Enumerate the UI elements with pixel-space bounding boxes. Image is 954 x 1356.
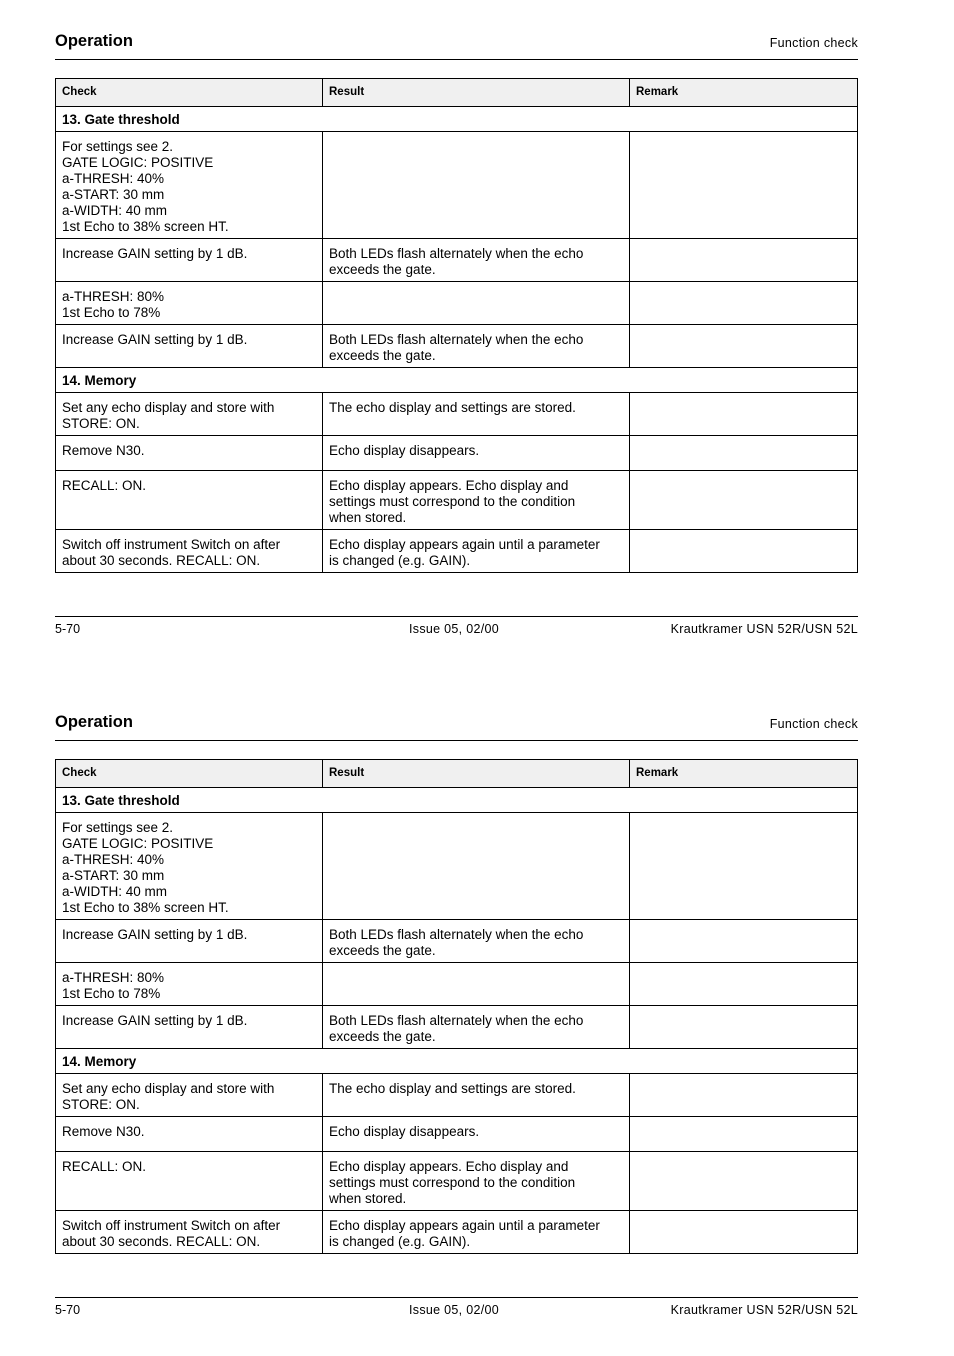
- result-cell: The echo display and settings are stored.: [323, 393, 630, 436]
- column-header-remark: Remark: [630, 760, 858, 788]
- check-cell: a-THRESH: 80% 1st Echo to 78%: [56, 963, 323, 1006]
- remark-cell: [630, 813, 858, 920]
- table-row: [56, 1117, 858, 1152]
- page-number: 5-70: [55, 1303, 81, 1317]
- column-header-check: Check: [56, 760, 323, 788]
- remark-cell: [630, 1006, 858, 1049]
- result-cell: Both LEDs flash alternately when the echo exceeds the gate.: [323, 239, 630, 282]
- remark-cell: [630, 1074, 858, 1117]
- result-cell: Echo display appears again until a parameter is changed (e.g. GAIN).: [323, 530, 630, 573]
- section-row: [56, 1049, 858, 1074]
- table-header-row: [56, 760, 858, 788]
- remark-cell: [630, 239, 858, 282]
- result-cell: Echo display appears. Echo display and settings must correspond to the condition when stored.: [323, 1152, 630, 1211]
- table-row: [56, 1074, 858, 1117]
- check-cell: Switch off instrument Switch on after about 30 seconds. RECALL: ON.: [56, 530, 323, 573]
- remark-cell: [630, 1211, 858, 1254]
- section-title: Function check: [769, 36, 858, 50]
- column-header-remark: Remark: [630, 79, 858, 107]
- check-cell: Increase GAIN setting by 1 dB.: [56, 920, 323, 963]
- function-check-table: [55, 78, 858, 573]
- table-row: [56, 1211, 858, 1254]
- result-cell: [323, 282, 630, 325]
- header-divider: [55, 59, 858, 60]
- product-label: Krautkramer USN 52R/USN 52L: [670, 622, 858, 636]
- remark-cell: [630, 963, 858, 1006]
- remark-cell: [630, 325, 858, 368]
- issue-label: Issue 05, 02/00: [409, 622, 499, 636]
- check-cell: Increase GAIN setting by 1 dB.: [56, 239, 323, 282]
- result-cell: Echo display appears. Echo display and settings must correspond to the condition when stored.: [323, 471, 630, 530]
- column-header-result: Result: [323, 79, 630, 107]
- section-row: [56, 107, 858, 132]
- page-number: 5-70: [55, 622, 81, 636]
- table-row: [56, 813, 858, 920]
- section-heading: 14. Memory: [56, 368, 858, 393]
- product-label: Krautkramer USN 52R/USN 52L: [670, 1303, 858, 1317]
- footer-divider: [55, 1297, 858, 1298]
- table-row: [56, 1152, 858, 1211]
- table-header-row: [56, 79, 858, 107]
- footer-divider: [55, 616, 858, 617]
- remark-cell: [630, 471, 858, 530]
- remark-cell: [630, 282, 858, 325]
- remark-cell: [630, 1152, 858, 1211]
- check-cell: Remove N30.: [56, 1117, 323, 1152]
- remark-cell: [630, 393, 858, 436]
- check-cell: Switch off instrument Switch on after about 30 seconds. RECALL: ON.: [56, 1211, 323, 1254]
- table-row: [56, 920, 858, 963]
- check-cell: RECALL: ON.: [56, 1152, 323, 1211]
- table-row: [56, 963, 858, 1006]
- result-cell: Both LEDs flash alternately when the echo exceeds the gate.: [323, 920, 630, 963]
- issue-label: Issue 05, 02/00: [409, 1303, 499, 1317]
- check-cell: Increase GAIN setting by 1 dB.: [56, 325, 323, 368]
- document-page: [0, 681, 954, 1356]
- check-cell: a-THRESH: 80% 1st Echo to 78%: [56, 282, 323, 325]
- section-heading: 13. Gate threshold: [56, 107, 858, 132]
- table-row: [56, 1006, 858, 1049]
- result-cell: Echo display appears again until a parameter is changed (e.g. GAIN).: [323, 1211, 630, 1254]
- section-row: [56, 368, 858, 393]
- check-cell: Remove N30.: [56, 436, 323, 471]
- column-header-result: Result: [323, 760, 630, 788]
- check-cell: RECALL: ON.: [56, 471, 323, 530]
- section-heading: 13. Gate threshold: [56, 788, 858, 813]
- header-divider: [55, 740, 858, 741]
- check-cell: For settings see 2. GATE LOGIC: POSITIVE a-THRESH: 40% a-START: 30 mm a-WIDTH: 40 mm 1st Echo to 38% screen HT.: [56, 813, 323, 920]
- remark-cell: [630, 132, 858, 239]
- function-check-table: [55, 759, 858, 1254]
- table-row: [56, 239, 858, 282]
- result-cell: The echo display and settings are stored.: [323, 1074, 630, 1117]
- result-cell: [323, 132, 630, 239]
- remark-cell: [630, 436, 858, 471]
- check-cell: Increase GAIN setting by 1 dB.: [56, 1006, 323, 1049]
- result-cell: Echo display disappears.: [323, 1117, 630, 1152]
- table-row: [56, 436, 858, 471]
- result-cell: [323, 963, 630, 1006]
- table-row: [56, 325, 858, 368]
- remark-cell: [630, 530, 858, 573]
- table-row: [56, 282, 858, 325]
- table-row: [56, 132, 858, 239]
- section-title: Function check: [769, 717, 858, 731]
- page-title: Operation: [55, 32, 133, 50]
- remark-cell: [630, 920, 858, 963]
- remark-cell: [630, 1117, 858, 1152]
- check-cell: Set any echo display and store with STORE: ON.: [56, 393, 323, 436]
- result-cell: Both LEDs flash alternately when the echo exceeds the gate.: [323, 325, 630, 368]
- section-heading: 14. Memory: [56, 1049, 858, 1074]
- table-row: [56, 393, 858, 436]
- section-row: [56, 788, 858, 813]
- check-cell: For settings see 2. GATE LOGIC: POSITIVE a-THRESH: 40% a-START: 30 mm a-WIDTH: 40 mm 1st Echo to 38% screen HT.: [56, 132, 323, 239]
- check-cell: Set any echo display and store with STORE: ON.: [56, 1074, 323, 1117]
- table-row: [56, 471, 858, 530]
- table-row: [56, 530, 858, 573]
- result-cell: Both LEDs flash alternately when the echo exceeds the gate.: [323, 1006, 630, 1049]
- result-cell: Echo display disappears.: [323, 436, 630, 471]
- column-header-check: Check: [56, 79, 323, 107]
- document-page: [0, 0, 954, 675]
- page-title: Operation: [55, 713, 133, 731]
- result-cell: [323, 813, 630, 920]
